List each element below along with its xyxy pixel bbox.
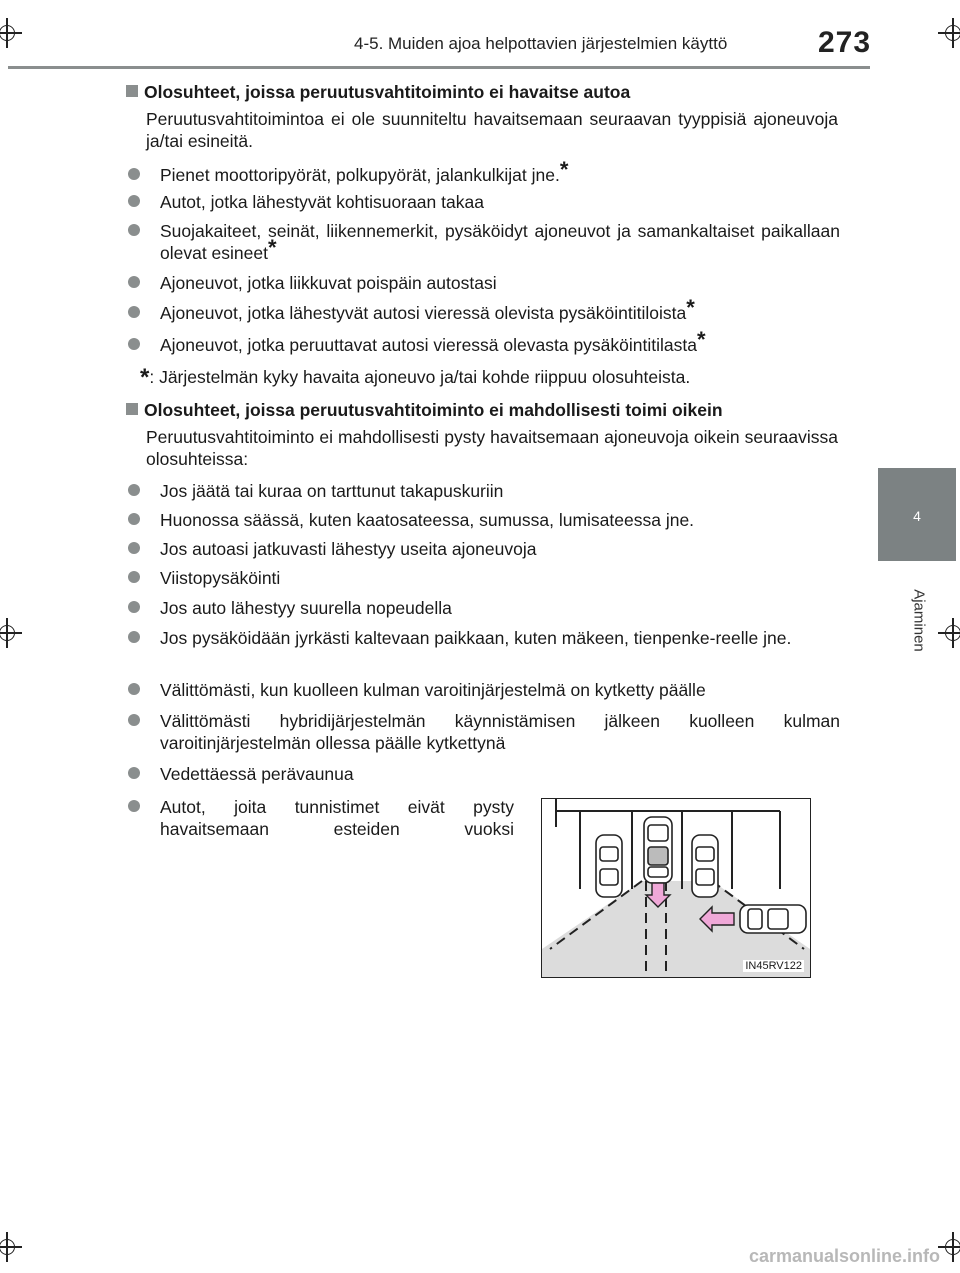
own-car	[644, 817, 672, 883]
asterisk-mark: *	[268, 235, 277, 260]
list-item-text: Ajoneuvot, jotka liikkuvat poispäin autostasi	[160, 273, 497, 293]
footnote-asterisk: *	[140, 364, 150, 391]
list-item-text: Ajoneuvot, jotka lähestyvät autosi vieressä olevista pysäköintitiloista	[160, 303, 687, 323]
list-item-text: Autot, jotka lähestyvät kohtisuoraan takaa	[160, 192, 484, 212]
asterisk-mark: *	[696, 327, 706, 352]
section2-heading	[126, 400, 723, 421]
list-item-text: Jos pysäköidään jyrkästi kaltevaan paikkaan, kuten mäkeen, tienpenke-reelle jne.	[160, 628, 792, 648]
crop-mark-bottom-right	[938, 1232, 960, 1262]
heading-square-icon	[126, 85, 138, 97]
crop-mark-top-right	[938, 18, 960, 48]
list-item-text: Viistopysäköinti	[160, 568, 281, 588]
chapter-tab	[878, 468, 956, 561]
bullet-dot-icon	[128, 513, 140, 525]
bullet-dot-icon	[128, 338, 140, 350]
bullet-dot-icon	[128, 306, 140, 318]
watermark: carmanualsonline.info	[749, 1246, 941, 1266]
page-number: 273	[818, 26, 872, 59]
asterisk-mark: *	[686, 295, 695, 320]
list-item-text: Jos auto lähestyy suurella nopeudella	[160, 598, 452, 618]
list-item-text: Suojakaiteet, seinät, liikennemerkit, pysäköidyt ajoneuvot ja samankaltaiset paikallaan olevat esineet	[160, 221, 840, 263]
list-item-text: Välittömästi, kun kuolleen kulman varoitinjärjestelmä on kytketty päälle	[160, 680, 706, 700]
bullet-dot-icon	[128, 168, 140, 180]
crop-mark-bottom-left	[0, 1232, 22, 1262]
crop-mark-mid-left	[0, 618, 22, 648]
chapter-label: Ajaminen	[910, 589, 928, 652]
list-item-text: Autot, joita tunnistimet eivät pysty havaitsemaan esteiden vuoksi	[160, 797, 514, 839]
parked-car-right	[692, 835, 718, 897]
bullet-dot-icon	[128, 484, 140, 496]
list-item-text: Välittömästi hybridijärjestelmän käynnistämisen jälkeen kuolleen kulman varoitinjärjestelmän ollessa päälle kytkettynä	[160, 711, 840, 753]
bullet-dot-icon	[128, 195, 140, 207]
section-title: 4-5. Muiden ajoa helpottavien järjestelmien käyttö	[354, 34, 728, 53]
parking-diagram-svg	[542, 799, 810, 977]
section2-heading-text: Olosuhteet, joissa peruutusvahtitoiminto ei mahdollisesti toimi oikein	[144, 400, 723, 420]
list-item-text: Vedettäessä perävaunua	[160, 764, 354, 784]
crop-mark-top-left	[0, 18, 22, 48]
list-item-text: Jos autoasi jatkuvasti lähestyy useita ajoneuvoja	[160, 539, 537, 559]
bullet-dot-icon	[128, 714, 140, 726]
approaching-car	[740, 905, 806, 933]
list-item-text: Pienet moottoripyörät, polkupyörät, jalankulkijat jne.	[160, 165, 560, 185]
bullet-dot-icon	[128, 224, 140, 236]
bullet-dot-icon	[128, 800, 140, 812]
bullet-dot-icon	[128, 542, 140, 554]
list-item-text: Jos jäätä tai kuraa on tarttunut takapuskuriin	[160, 481, 504, 501]
section1-heading-text: Olosuhteet, joissa peruutusvahtitoiminto ei havaitse autoa	[144, 82, 631, 102]
section1-heading	[126, 82, 630, 103]
bullet-dot-icon	[128, 767, 140, 779]
figure-code: IN45RV122	[745, 960, 802, 972]
header-rule	[8, 66, 870, 69]
bullet-dot-icon	[128, 683, 140, 695]
parking-diagram	[541, 798, 811, 978]
heading-square-icon	[126, 403, 138, 415]
list-item-text: Huonossa säässä, kuten kaatosateessa, sumussa, lumisateessa jne.	[160, 510, 695, 530]
bullet-dot-icon	[128, 631, 140, 643]
section1-intro: Peruutusvahtitoimintoa ei ole suunniteltu havaitsemaan seuraavan tyyppisiä ajoneuvoja ja/tai esineitä.	[146, 109, 838, 151]
chapter-number: 4	[913, 508, 921, 524]
parked-car-left	[596, 835, 622, 897]
chapter-label-wrap	[910, 576, 928, 666]
bullet-dot-icon	[128, 601, 140, 613]
footnote-text: : Järjestelmän kyky havaita ajoneuvo ja/tai kohde riippuu olosuhteista.	[149, 367, 691, 387]
list-item-text: Ajoneuvot, jotka peruuttavat autosi vieressä olevasta pysäköintitilasta	[160, 335, 697, 355]
bullet-dot-icon	[128, 276, 140, 288]
section2-intro: Peruutusvahtitoiminto ei mahdollisesti pysty havaitsemaan ajoneuvoja oikein seuraavissa olosuhteissa:	[146, 427, 838, 469]
asterisk-mark: *	[559, 157, 569, 182]
crop-mark-mid-right	[938, 618, 960, 648]
bullet-dot-icon	[128, 571, 140, 583]
footnote	[140, 364, 690, 392]
